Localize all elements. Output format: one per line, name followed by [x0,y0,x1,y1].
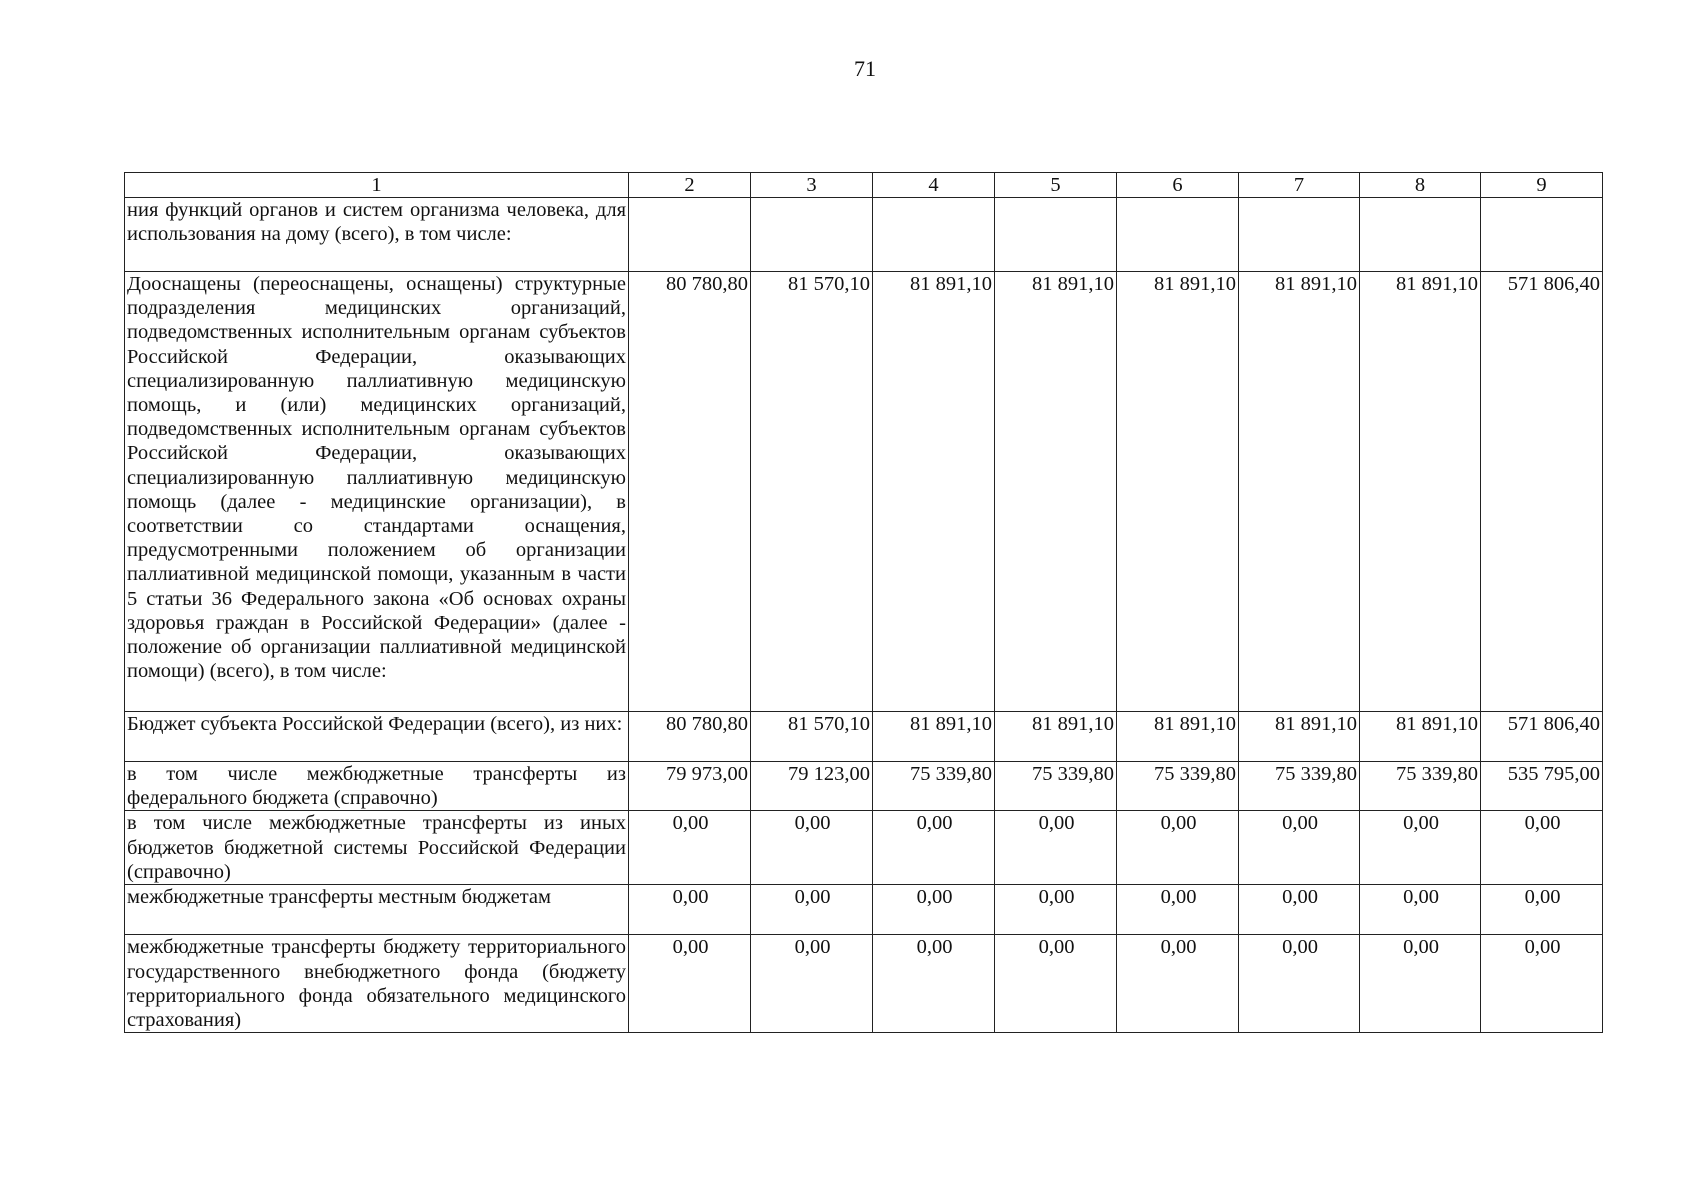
table-cell: 0,00 [751,811,873,885]
column-header: 1 [125,173,629,198]
table-cell: 0,00 [1239,811,1360,885]
table-row [125,935,1603,1033]
table-cell: 75 339,80 [1239,762,1360,811]
table-cell: 0,00 [873,935,995,1033]
table-cell: 0,00 [873,811,995,885]
table-cell: 0,00 [1117,811,1239,885]
table-cell: 79 123,00 [751,762,873,811]
table-cell: 0,00 [1360,885,1481,935]
table-cell: 0,00 [1360,935,1481,1033]
table-cell: 535 795,00 [1481,762,1603,811]
row-description: в том числе межбюджетные трансферты из иных бюджетов бюджетной системы Российской Федерации (справочно) [125,811,629,885]
table-cell: 0,00 [1239,935,1360,1033]
row-description: Дооснащены (переоснащены, оснащены) структурные подразделения медицинских организаций, подведомственных исполнительным органам субъектов Российской Федерации, оказывающих специализированную паллиативную медицинскую помощь, и (или) медицинских организаций, подведомственных исполнительным органам субъектов Российской Федерации, оказывающих специализированную паллиативную медицинскую помощь (далее - медицинские организации), в соответствии со стандартами оснащения, предусмотренными положением об организации паллиативной медицинской помощи, указанным в части 5 статьи 36 Федерального закона «Об основах охраны здоровья граждан в Российской Федерации» (далее - положение об организации паллиативной медицинской помощи) (всего), в том числе: [125,272,629,712]
table-row [125,885,1603,935]
table-row [125,762,1603,811]
table-cell: 0,00 [1481,811,1603,885]
column-header: 6 [1117,173,1239,198]
table-row [125,712,1603,762]
table-cell: 0,00 [1481,885,1603,935]
table-row [125,198,1603,272]
table-row [125,811,1603,885]
table-cell: 81 891,10 [1239,272,1360,712]
column-header: 4 [873,173,995,198]
table-cell: 81 891,10 [1117,712,1239,762]
table-cell: 81 570,10 [751,712,873,762]
table-cell: 81 891,10 [995,712,1117,762]
table-cell [1239,198,1360,272]
table-row [125,272,1603,712]
table-cell: 81 891,10 [995,272,1117,712]
row-description: в том числе межбюджетные трансферты из федерального бюджета (справочно) [125,762,629,811]
table-cell [873,198,995,272]
table-cell [1117,198,1239,272]
table-cell: 81 891,10 [873,712,995,762]
table-cell: 0,00 [1117,935,1239,1033]
row-description: межбюджетные трансферты бюджету территориального государственного внебюджетного фонда (бюджету территориального фонда обязательного медицинского страхования) [125,935,629,1033]
table-cell: 81 891,10 [1360,272,1481,712]
table-cell: 75 339,80 [1360,762,1481,811]
column-header: 8 [1360,173,1481,198]
table-cell: 0,00 [873,885,995,935]
column-header: 5 [995,173,1117,198]
table-cell [629,198,751,272]
table-cell: 81 891,10 [1117,272,1239,712]
table-cell: 0,00 [629,935,751,1033]
table-cell: 81 891,10 [1360,712,1481,762]
table-cell: 0,00 [995,811,1117,885]
row-description: межбюджетные трансферты местным бюджетам [125,885,629,935]
table-cell [1360,198,1481,272]
table-cell: 571 806,40 [1481,712,1603,762]
table-cell [1481,198,1603,272]
table-cell: 0,00 [751,935,873,1033]
column-header: 9 [1481,173,1603,198]
table-cell: 81 891,10 [873,272,995,712]
table-cell: 0,00 [629,885,751,935]
table-cell: 80 780,80 [629,712,751,762]
table-cell: 0,00 [1117,885,1239,935]
table-cell: 75 339,80 [873,762,995,811]
column-header: 3 [751,173,873,198]
table-cell [751,198,873,272]
table-cell: 81 891,10 [1239,712,1360,762]
table-cell: 80 780,80 [629,272,751,712]
table-cell: 571 806,40 [1481,272,1603,712]
table-cell: 0,00 [1481,935,1603,1033]
table-cell: 75 339,80 [1117,762,1239,811]
table-cell: 0,00 [629,811,751,885]
row-description: ния функций органов и систем организма человека, для использования на дому (всего), в том числе: [125,198,629,272]
column-header: 2 [629,173,751,198]
table-cell: 0,00 [995,885,1117,935]
column-header: 7 [1239,173,1360,198]
table-cell: 0,00 [751,885,873,935]
page-number: 71 [854,56,876,81]
table-cell: 0,00 [1239,885,1360,935]
budget-table [124,172,1603,1033]
table-cell: 79 973,00 [629,762,751,811]
row-description: Бюджет субъекта Российской Федерации (всего), из них: [125,712,629,762]
table-cell: 81 570,10 [751,272,873,712]
table-cell: 75 339,80 [995,762,1117,811]
table-cell [995,198,1117,272]
table-cell: 0,00 [995,935,1117,1033]
table-cell: 0,00 [1360,811,1481,885]
table-header-row [125,173,1603,198]
